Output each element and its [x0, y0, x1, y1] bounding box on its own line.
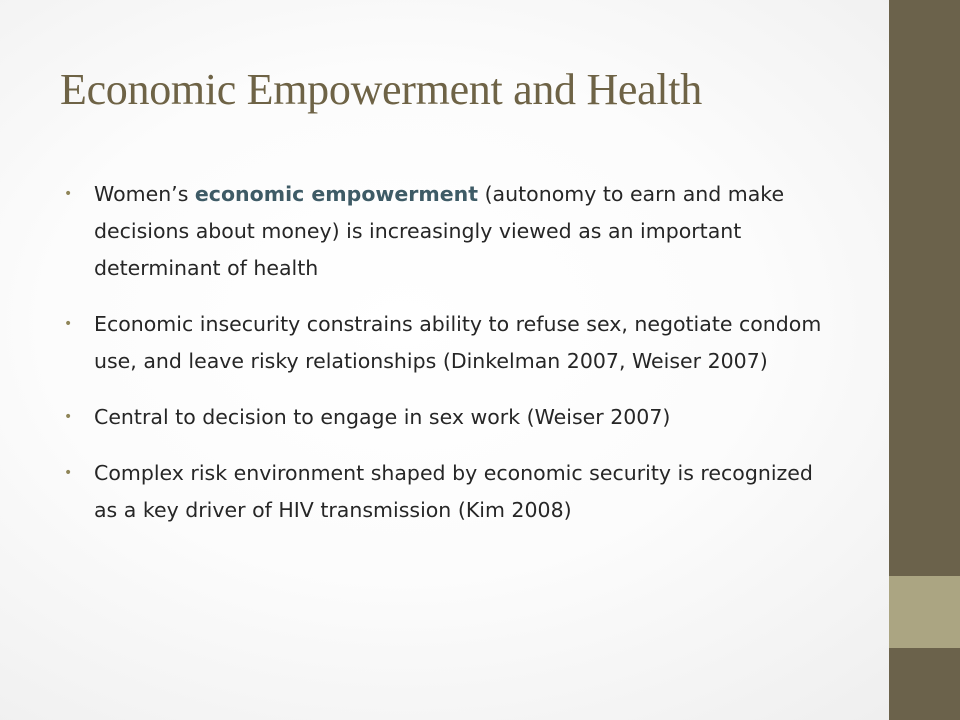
bullet-item-empowerment: [64, 176, 824, 287]
bullet-text: Economic insecurity constrains ability to refuse sex, negotiate condom use, and leave risky relationships (Dinkelman 2007, Weiser 2007): [94, 312, 822, 373]
bullet-item-sex-work: [64, 399, 824, 436]
sidebar-band-accent: [889, 576, 960, 648]
bullet-text: Complex risk environment shaped by economic security is recognized as a key driver of HIV transmission (Kim 2008): [94, 461, 813, 522]
bullet-text: Central to decision to engage in sex work (Weiser 2007): [94, 405, 671, 429]
bullet-text-prefix: Women’s: [94, 182, 195, 206]
bullet-icon: •: [64, 465, 73, 481]
bullet-text-suffix: (autonomy to earn and make decisions about money) is increasingly viewed as an important determinant of health: [94, 182, 785, 280]
bullet-text-highlight: economic empowerment: [194, 182, 479, 206]
bullet-icon: •: [64, 316, 73, 332]
slide-title: Economic Empowerment and Health: [60, 65, 702, 114]
bullet-item-insecurity: [64, 306, 824, 380]
bullet-icon: •: [64, 186, 73, 202]
sidebar-band-top: [889, 0, 960, 576]
bullet-item-risk-environment: [64, 455, 824, 529]
decorative-sidebar: [889, 0, 960, 720]
sidebar-band-bottom: [889, 648, 960, 720]
bullet-icon: •: [64, 409, 73, 425]
bullet-list: [64, 176, 824, 548]
